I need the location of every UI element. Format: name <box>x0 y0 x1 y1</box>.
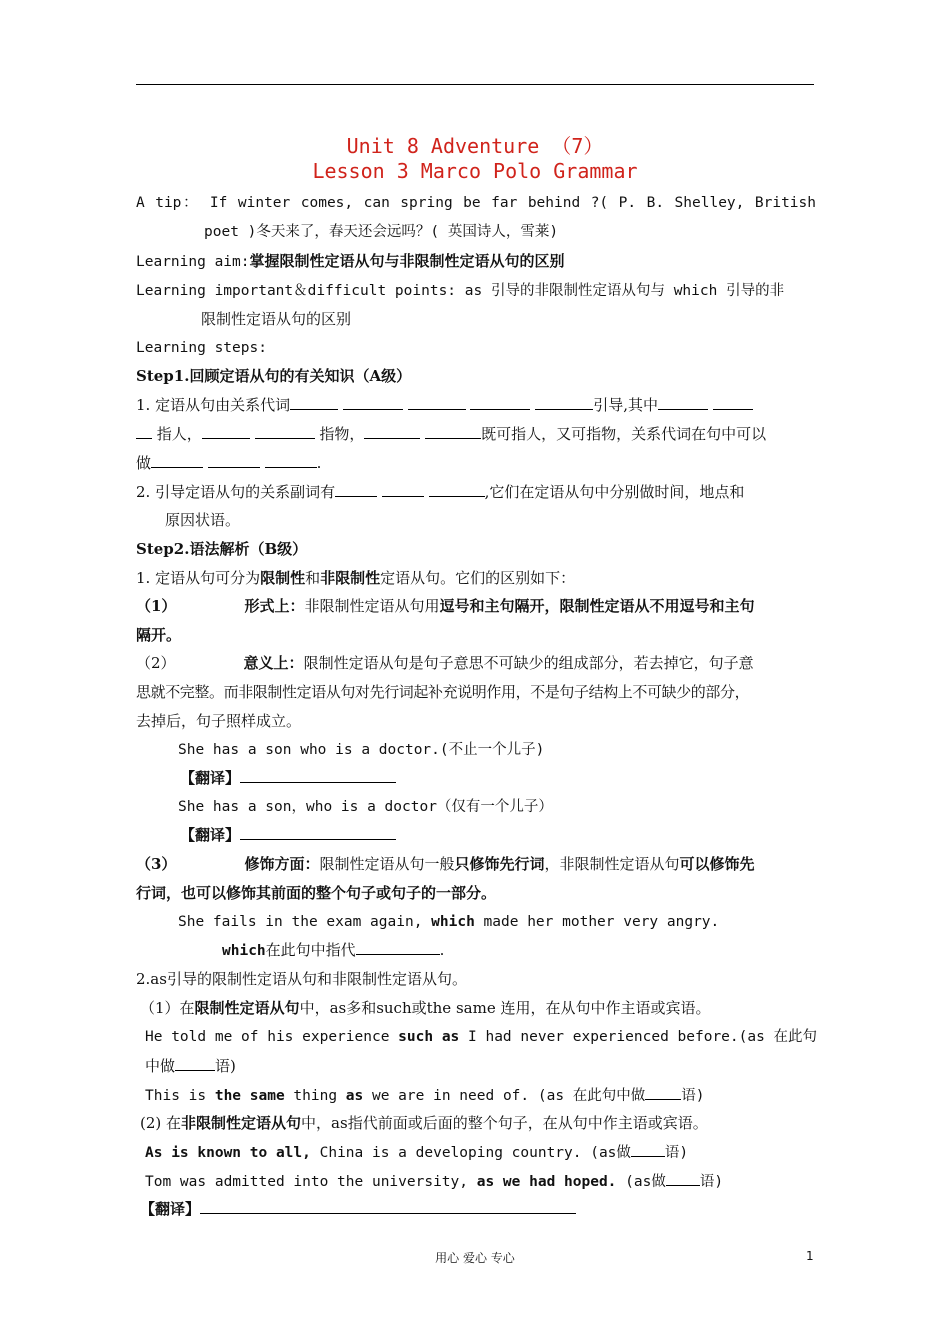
point3-line1: （3） 修饰方面：限制性定语从句一般只修饰先行词，非限制性定语从句可以修饰先 <box>136 855 755 873</box>
point2-line1: （2） 意义上：限制性定语从句是句子意思不可缺少的组成部分，若去掉它，句子意 <box>136 654 754 672</box>
step1-heading: Step1.回顾定语从句的有关知识（A级） <box>136 367 412 385</box>
translate-line-3: 【翻译】 <box>140 1199 820 1219</box>
example-1: She has a son who is a doctor.(不止一个儿子) <box>178 742 545 758</box>
section2-sub2: (2) 在非限制性定语从句中，as指代前面或后面的整个句子，在从句中作主语或宾语。 <box>140 1114 708 1132</box>
point1-line2: 隔开。 <box>136 626 182 644</box>
translate-line-1: 【翻译】 <box>180 768 860 788</box>
example-6: As is known to all, China is a developing country. (as做 语) <box>145 1142 825 1163</box>
translate-line-2: 【翻译】 <box>180 825 860 845</box>
footer-text: 用心 爱心 专心 <box>435 1251 515 1265</box>
example-3: She fails in the exam again, which made her mother very angry. <box>178 914 720 930</box>
page-number: 1 <box>806 1249 814 1263</box>
header-rule <box>136 84 814 85</box>
point3-line2: 行词，也可以修饰其前面的整个句子或句子的一部分。 <box>136 884 497 902</box>
point1-line1: （1） 形式上：非限制性定语从句用逗号和主句隔开，限制性定语从不用逗号和主句 <box>136 597 755 615</box>
step1-q2-line1: 2. 引导定语从句的关系副词有 ,它们在定语从句中分别做时间，地点和 <box>136 483 745 501</box>
point2-line2: 思就不完整。而非限制性定语从句对先行词起补充说明作用，不是句子结构上不可缺少的部分， <box>136 683 750 701</box>
section2-heading: 2.as引导的限制性定语从句和非限制性定语从句。 <box>136 970 467 988</box>
point2-line3: 去掉后，句子照样成立。 <box>136 712 302 730</box>
tip-line-2: poet )冬天来了，春天还会远吗？( 英国诗人，雪莱) <box>204 224 559 240</box>
title-line-2: Lesson 3 Marco Polo Grammar <box>312 159 638 183</box>
step1-q1-line3: 做 . <box>136 454 322 472</box>
step2-heading: Step2.语法解析（B级） <box>136 540 308 558</box>
step1-q1-line2: 指人， 指物， 既可指人，又可指物，关系代词在句中可以 <box>136 424 816 444</box>
points-label: Learning important＆difficult points: <box>136 283 457 299</box>
title-line-1: Unit 8 Adventure （7） <box>346 134 604 158</box>
aim-label: Learning aim: <box>136 254 250 270</box>
example-4: He told me of his experience such as I had never experienced before.(as 在此句 <box>145 1029 818 1045</box>
step1-q2-line2: 原因状语。 <box>165 511 241 529</box>
example-3-note: which在此句中指代 . <box>222 941 445 959</box>
learning-aim <box>136 251 816 272</box>
example-2: She has a son，who is a doctor（仅有一个儿子） <box>178 799 553 815</box>
learning-points <box>136 280 816 301</box>
example-5: This is the same thing as we are in need of. (as 在此句中做 语) <box>145 1085 825 1106</box>
learning-steps-label: Learning steps: <box>136 340 267 356</box>
section2-sub1: （1）在限制性定语从句中，as多和such或the same 连用，在从句中作主语或宾语。 <box>140 999 711 1017</box>
points-text-2: 限制性定语从句的区别 <box>201 310 352 328</box>
tip-line-1: A tip： If winter comes, can spring be far behind ?( P. B. Shelley, British <box>136 195 816 211</box>
aim-text: 掌握限制性定语从句与非限制性定语从句的区别 <box>249 252 565 270</box>
example-4-cont: 中做 语) <box>145 1057 236 1075</box>
example-7: Tom was admitted into the university, as we had hoped. (as做 语) <box>145 1171 825 1192</box>
step1-q1-line1: 1. 定语从句由关系代词 引导,其中 <box>136 395 816 415</box>
points-text-1: as 引导的非限制性定语从句与 which 引导的非 <box>456 283 785 299</box>
step2-intro: 1. 定语从句可分为限制性和非限制性定语从句。它们的区别如下： <box>136 569 576 587</box>
